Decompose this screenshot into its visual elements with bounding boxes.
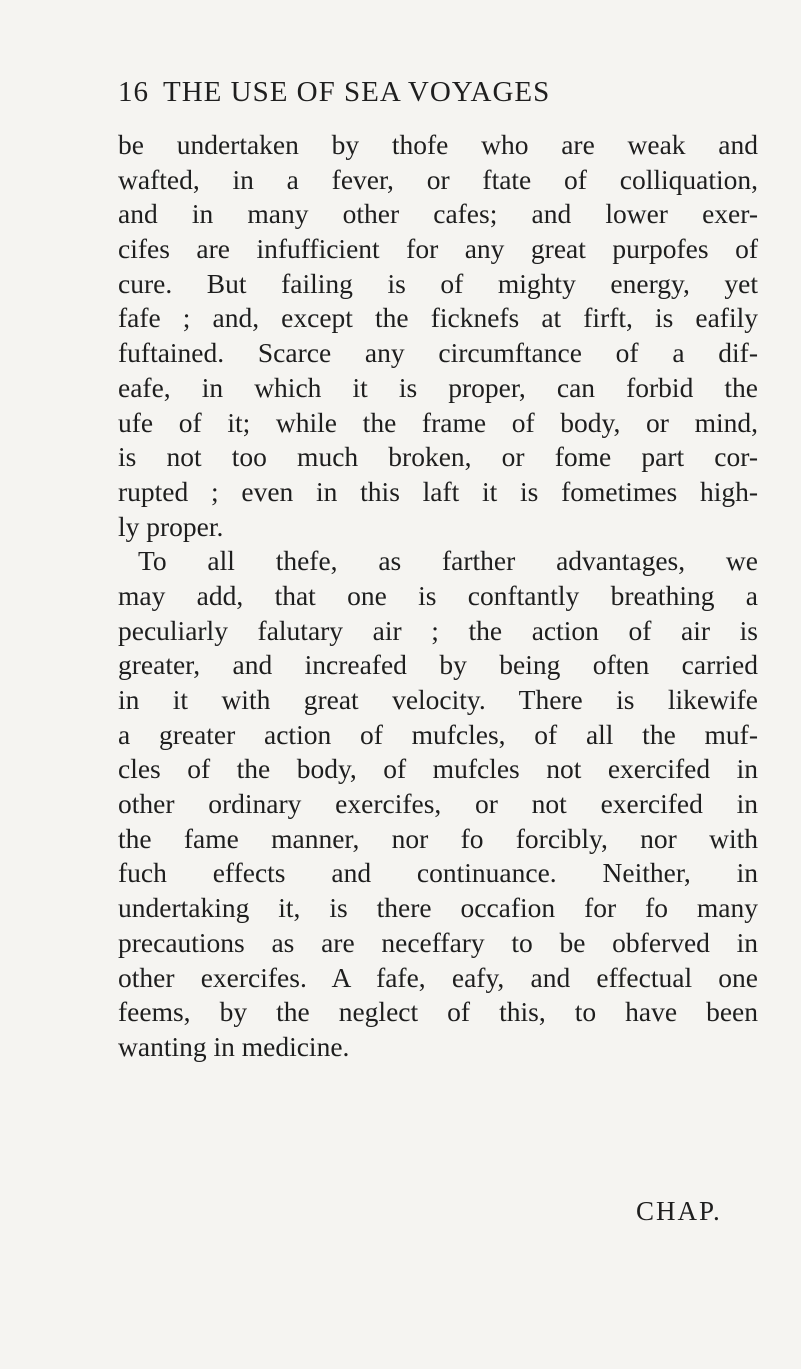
- text-line: ufe of it; while the frame of body, or mind,: [118, 406, 758, 438]
- text-line: fuch effects and continuance. Neither, in: [118, 857, 758, 889]
- text-line: wanting in medicine.: [118, 1030, 350, 1062]
- text-line: a greater action of mufcles, of all the muf-: [118, 718, 758, 750]
- text-line: be undertaken by thofe who are weak and: [118, 129, 758, 160]
- text-line: ly proper.: [118, 510, 224, 542]
- text-line: the fame manner, nor fo forcibly, nor with: [118, 822, 758, 854]
- text-line: greater, and increafed by being often carried: [118, 649, 758, 681]
- text-line: and in many other cafes; and lower exer-: [118, 198, 758, 230]
- text-line: fuftained. Scarce any circumftance of a dif-: [118, 337, 758, 369]
- text-line: in it with great velocity. There is likewife: [118, 684, 758, 715]
- text-line: cifes are infufficient for any great purpofes of: [118, 233, 758, 265]
- text-line: is not too much broken, or fome part cor-: [118, 441, 758, 473]
- text-line: rupted ; even in this laft it is fometimes high-: [118, 475, 758, 507]
- running-head: [118, 76, 738, 109]
- text-line: eafe, in which it is proper, can forbid the: [118, 371, 758, 403]
- text-line: feems, by the neglect of this, to have been: [118, 996, 758, 1028]
- text-line: other exercifes. A fafe, eafy, and effectual one: [118, 961, 758, 993]
- text-line: peculiarly falutary air ; the action of air is: [118, 614, 758, 646]
- body-text: [118, 128, 758, 1065]
- text-line: other ordinary exercifes, or not exercifed in: [118, 788, 758, 820]
- text-line: may add, that one is conftantly breathing a: [118, 579, 758, 611]
- text-line: undertaking it, is there occafion for fo many: [118, 892, 758, 924]
- page-number: 16: [118, 76, 149, 108]
- catchword: CHAP.: [636, 1196, 722, 1226]
- text-line: To all thefe, as farther advantages, we: [138, 545, 758, 577]
- text-line: precautions as are neceffary to be obferved in: [118, 926, 758, 958]
- running-title: THE USE OF SEA VOYAGES: [163, 76, 551, 108]
- text-line: cure. But failing is of mighty energy, yet: [118, 267, 758, 299]
- text-line: wafted, in a fever, or ftate of colliquation,: [118, 163, 758, 195]
- text-line: cles of the body, of mufcles not exercifed in: [118, 753, 758, 785]
- text-line: fafe ; and, except the ficknefs at firft, is eafily: [118, 302, 758, 334]
